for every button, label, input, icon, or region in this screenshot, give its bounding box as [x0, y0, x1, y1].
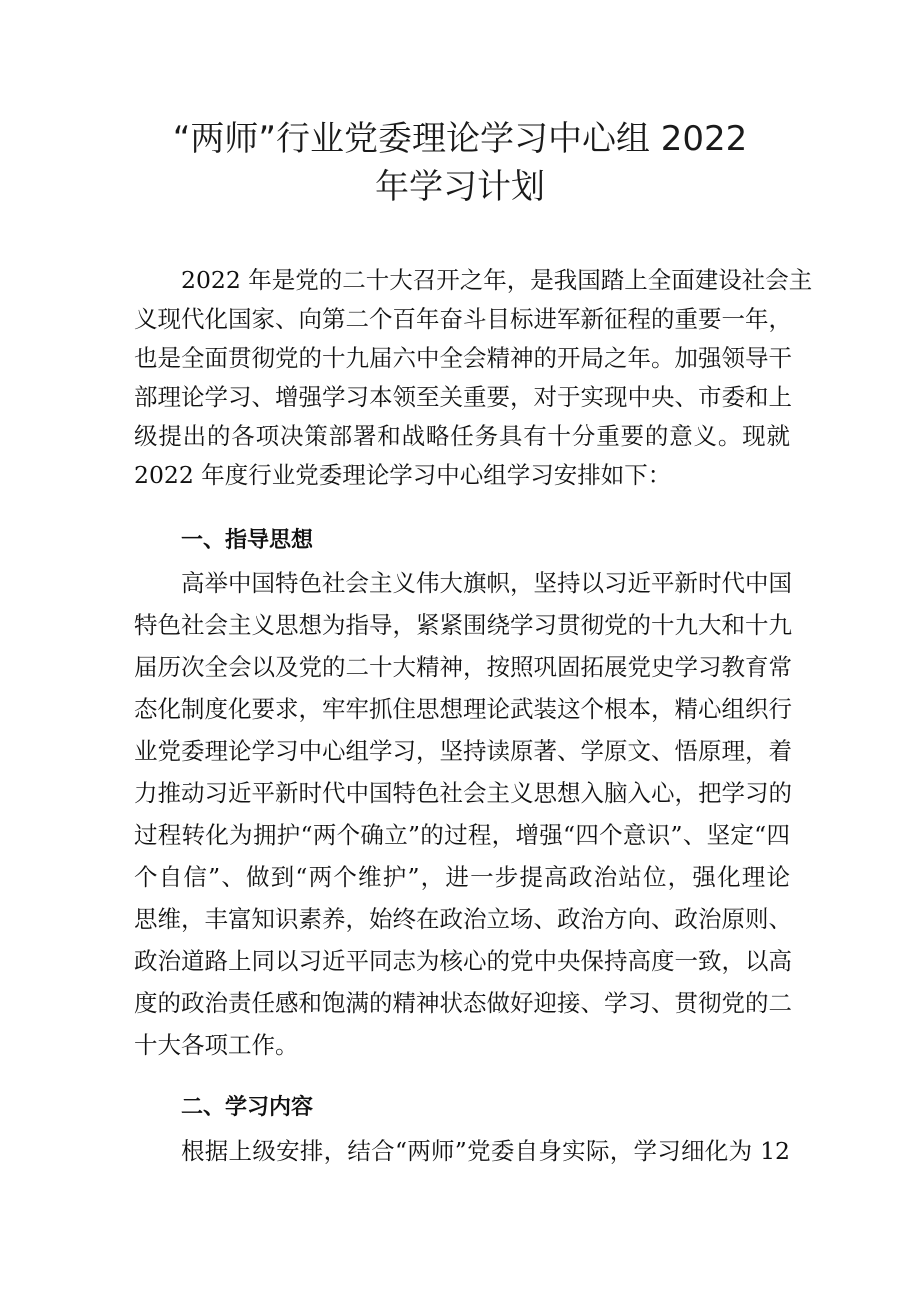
section-1-line: 高举中国特色社会主义伟大旗帜，坚持以习近平新时代中国	[181, 569, 792, 597]
section-2-line: 根据上级安排，结合“两师”党委自身实际，学习细化为 12	[181, 1137, 790, 1165]
section-heading-guiding-ideology: 一、指导思想	[181, 528, 314, 553]
section-1-line: 力推动习近平新时代中国特色社会主义思想入脑入心，把学习的	[134, 779, 792, 807]
document-title-line-2: 年学习计划	[375, 167, 545, 207]
section-1-line: 度的政治责任感和饱满的精神状态做好迎接、学习、贯彻党的二	[134, 989, 792, 1017]
intro-line: 2022 年是党的二十大召开之年，是我国踏上全面建设社会主	[181, 266, 813, 294]
intro-line: 级提出的各项决策部署和战略任务具有十分重要的意义。现就	[134, 422, 790, 450]
section-1-line: 政治道路上同以习近平同志为核心的党中央保持高度一致，以高	[134, 947, 792, 975]
document-title-line-1: “两师”行业党委理论学习中心组 2022	[172, 119, 748, 159]
section-1-line: 业党委理论学习中心组学习，坚持读原著、学原文、悟原理，着	[134, 737, 792, 765]
section-1-line: 特色社会主义思想为指导，紧紧围绕学习贯彻党的十九大和十九	[134, 611, 792, 639]
section-heading-study-content: 二、学习内容	[181, 1095, 314, 1120]
intro-line: 部理论学习、增强学习本领至关重要，对于实现中央、市委和上	[134, 383, 792, 411]
section-1-line: 届历次全会以及党的二十大精神，按照巩固拓展党史学习教育常	[134, 653, 792, 681]
section-1-line: 态化制度化要求，牢牢抓住思想理论武装这个根本，精心组织行	[134, 695, 792, 723]
intro-line: 2022 年度行业党委理论学习中心组学习安排如下：	[134, 461, 672, 489]
section-1-line: 十大各项工作。	[134, 1031, 299, 1059]
section-1-line: 个自信”、做到“两个维护”，进一步提高政治站位，强化理论	[134, 863, 790, 891]
intro-line: 也是全面贯彻党的十九届六中全会精神的开局之年。加强领导干	[134, 344, 792, 372]
section-1-line: 思维，丰富知识素养，始终在政治立场、政治方向、政治原则、	[134, 905, 792, 933]
section-1-line: 过程转化为拥护“两个确立”的过程，增强“四个意识”、坚定“四	[134, 821, 790, 849]
intro-line: 义现代化国家、向第二个百年奋斗目标进军新征程的重要一年，	[134, 305, 792, 333]
